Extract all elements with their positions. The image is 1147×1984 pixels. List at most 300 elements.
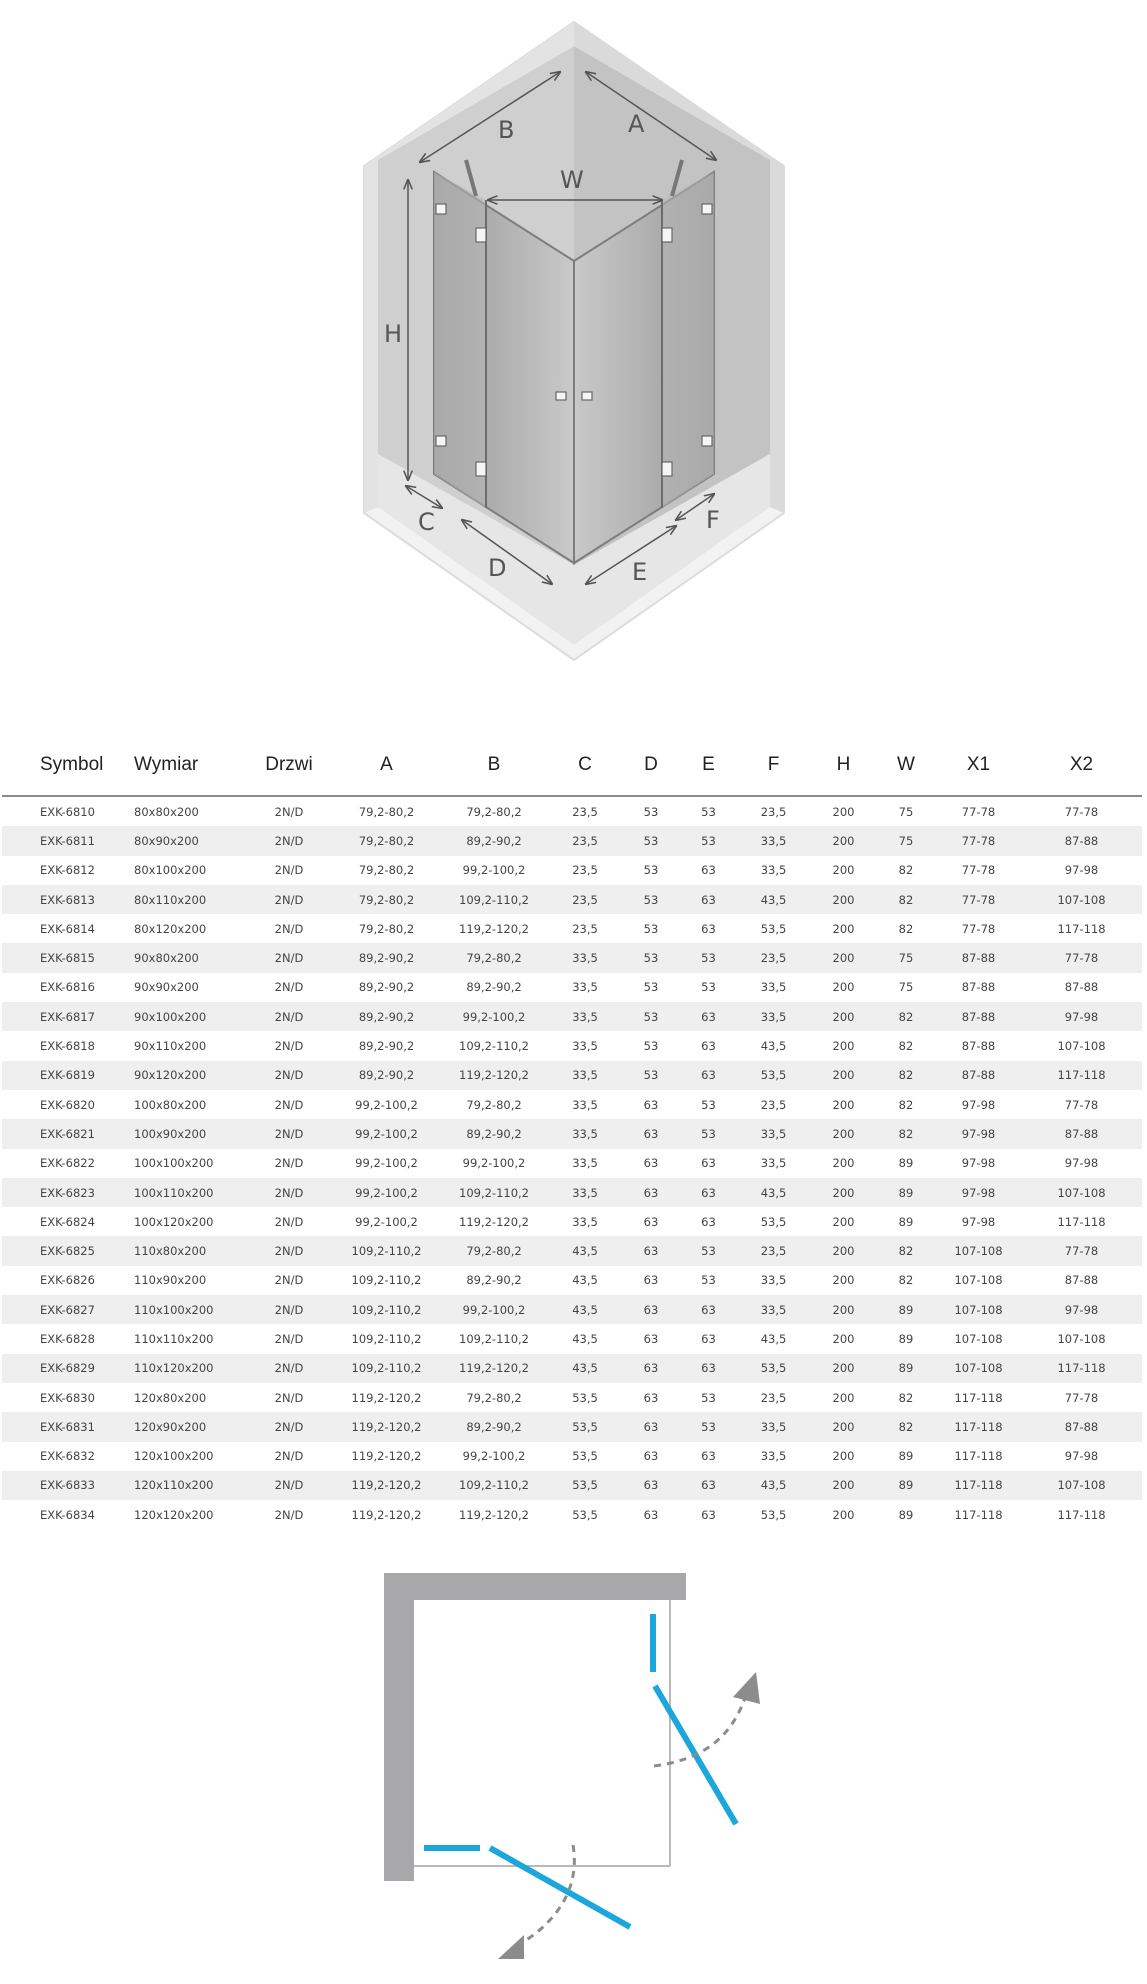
table-cell: 89 (898, 1331, 914, 1346)
table-cell: 119,2-120,2 (439, 1061, 549, 1090)
table-cell: 33,5 (760, 1273, 787, 1288)
table-cell: 200 (811, 1471, 876, 1500)
table-cell: 2N/D (244, 826, 334, 855)
table-cell: 23,5 (736, 943, 811, 972)
table-cell: 109,2-110,2 (334, 1236, 439, 1265)
table-cell: 89 (898, 1156, 914, 1171)
table-cell: 97-98 (1021, 1002, 1142, 1031)
table-cell: 63 (621, 1236, 681, 1265)
table-cell: 200 (811, 1354, 876, 1383)
table-cell: 33,5 (572, 980, 598, 995)
table-cell: 87-88 (936, 943, 1021, 972)
table-cell: 80x80x200 (134, 804, 199, 819)
table-cell: 89 (876, 1295, 936, 1324)
table-cell: 53,5 (549, 1471, 621, 1500)
table-cell: 120x80x200 (134, 1390, 207, 1405)
table-cell: 53,5 (760, 1214, 787, 1229)
table-cell: 82 (898, 921, 914, 936)
table-cell: 200 (811, 1002, 876, 1031)
table-cell: 33,5 (549, 1002, 621, 1031)
table-cell: 2N/D (244, 1412, 334, 1441)
table-row (2, 856, 1142, 885)
table-cell: 2N/D (244, 1354, 334, 1383)
table-cell: 43,5 (549, 1236, 621, 1265)
table-cell: 87-88 (1021, 1412, 1142, 1441)
label-B: B (498, 116, 515, 144)
table-cell: 63 (643, 1449, 659, 1464)
column-header-x2: X2 (1021, 735, 1142, 796)
table-cell: 119,2-120,2 (459, 1214, 529, 1229)
table-row (2, 1090, 1142, 1119)
table-cell: 53,5 (760, 921, 787, 936)
table-cell: 43,5 (572, 1331, 598, 1346)
table-cell: 63 (701, 863, 716, 878)
table-cell: 97-98 (1064, 863, 1099, 878)
table-row (2, 1149, 1142, 1178)
table-row (2, 973, 1142, 1002)
table-cell: 117-118 (954, 1449, 1003, 1464)
table-cell: 107-108 (936, 1354, 1021, 1383)
table-cell: 87-88 (1021, 1119, 1142, 1148)
table-cell: 119,2-120,2 (439, 1354, 549, 1383)
table-row (2, 1236, 1142, 1265)
table-cell: 97-98 (1021, 1295, 1142, 1324)
table-cell: 110x120x200 (114, 1354, 244, 1383)
table-cell: 87-88 (961, 980, 996, 995)
table-cell: 117-118 (954, 1507, 1003, 1522)
table-cell: 77-78 (1064, 804, 1099, 819)
table-cell: 23,5 (572, 921, 598, 936)
table-cell: 53 (681, 1119, 736, 1148)
table-cell: 117-118 (936, 1412, 1021, 1441)
table-cell: 23,5 (760, 1390, 787, 1405)
table-cell: 33,5 (549, 1061, 621, 1090)
table-cell: EXK-6818 (40, 1039, 95, 1054)
table-cell: 117-118 (1021, 1061, 1142, 1090)
label-W: W (560, 166, 584, 194)
table-cell: 97-98 (936, 1119, 1021, 1148)
table-cell: EXK-6819 (2, 1061, 114, 1090)
table-cell: 33,5 (736, 1295, 811, 1324)
label-C: C (418, 508, 435, 536)
table-cell: 2N/D (274, 1507, 304, 1522)
table-cell: 63 (701, 1507, 716, 1522)
table-cell: 79,2-80,2 (466, 1390, 522, 1405)
table-cell: 53 (701, 1097, 716, 1112)
table-cell: 200 (832, 863, 855, 878)
column-header-d: D (621, 735, 681, 796)
table-cell: EXK-6823 (2, 1178, 114, 1207)
table-cell: 110x110x200 (134, 1331, 214, 1346)
tray-outline (414, 1600, 670, 1866)
table-cell: 23,5 (760, 804, 787, 819)
table-cell: 200 (832, 1273, 855, 1288)
table-cell: 63 (681, 1295, 736, 1324)
table-cell: 99,2-100,2 (462, 1449, 526, 1464)
wall-profile (384, 1573, 686, 1881)
table-cell: 53 (621, 943, 681, 972)
table-cell: 2N/D (274, 1449, 304, 1464)
table-cell: 107-108 (936, 1295, 1021, 1324)
table-cell: 63 (643, 1390, 659, 1405)
swing-arrows (498, 1672, 760, 1959)
table-row (2, 1442, 1142, 1471)
table-cell: 89,2-90,2 (358, 980, 415, 995)
table-cell: 2N/D (274, 921, 304, 936)
table-cell: 89 (876, 1471, 936, 1500)
table-cell: 53 (701, 804, 716, 819)
table-cell: 200 (811, 1236, 876, 1265)
table-cell: 79,2-80,2 (439, 943, 549, 972)
table-cell: 63 (643, 1097, 659, 1112)
table-cell: EXK-6821 (2, 1119, 114, 1148)
table-cell: EXK-6826 (40, 1273, 95, 1288)
table-cell: 23,5 (760, 1097, 787, 1112)
table-cell: 33,5 (760, 1156, 787, 1171)
table-cell: 2N/D (274, 980, 304, 995)
table-cell: 89,2-90,2 (334, 1061, 439, 1090)
table-cell: 2N/D (244, 943, 334, 972)
table-cell: 109,2-110,2 (459, 1331, 529, 1346)
table-cell: 77-78 (961, 804, 996, 819)
table-cell: 200 (811, 943, 876, 972)
shower-isometric-diagram (0, 0, 1147, 700)
table-cell: 100x100x200 (134, 1156, 214, 1171)
table-cell: EXK-6824 (40, 1214, 95, 1229)
column-header-c: C (549, 735, 621, 796)
table-cell: 2N/D (244, 1295, 334, 1324)
table-cell: 77-78 (1021, 1236, 1142, 1265)
specification-table (2, 735, 1142, 1529)
table-row (2, 885, 1142, 914)
table-cell: 200 (811, 1295, 876, 1324)
table-cell: 33,5 (572, 1214, 598, 1229)
table-cell: 33,5 (760, 980, 787, 995)
table-cell: 82 (876, 1236, 936, 1265)
table-cell: EXK-6817 (2, 1002, 114, 1031)
column-header-b: B (439, 735, 549, 796)
table-cell: 82 (876, 1412, 936, 1441)
table-cell: 77-78 (961, 921, 996, 936)
table-cell: 43,5 (736, 885, 811, 914)
column-header-f: F (736, 735, 811, 796)
table-cell: 90x120x200 (114, 1061, 244, 1090)
table-row (2, 1061, 1142, 1090)
table-row (2, 1500, 1142, 1529)
table-cell: 77-78 (936, 826, 1021, 855)
table-cell: 53,5 (572, 1449, 598, 1464)
table-cell: 100x80x200 (134, 1097, 207, 1112)
table-cell: 53 (681, 826, 736, 855)
table-cell: EXK-6813 (2, 885, 114, 914)
table-cell: EXK-6825 (2, 1236, 114, 1265)
table-cell: 87-88 (1021, 826, 1142, 855)
table-cell: 33,5 (572, 1097, 598, 1112)
table-cell: 82 (898, 1390, 914, 1405)
table-cell: 2N/D (274, 1097, 304, 1112)
table-row (2, 1354, 1142, 1383)
glass-panels (424, 1614, 736, 1927)
table-cell: 107-108 (1021, 1471, 1142, 1500)
table-row (2, 796, 1142, 826)
table-cell: 97-98 (961, 1156, 996, 1171)
table-cell: 119,2-120,2 (351, 1449, 422, 1464)
table-cell: 2N/D (274, 1390, 304, 1405)
table-cell: 2N/D (244, 1002, 334, 1031)
table-cell: 23,5 (736, 1236, 811, 1265)
table-cell: 2N/D (274, 1039, 304, 1054)
table-cell: 200 (832, 1039, 855, 1054)
table-cell: 63 (681, 1061, 736, 1090)
table-cell: 53 (643, 804, 659, 819)
table-cell: 117-118 (1057, 1507, 1106, 1522)
table-cell: 110x90x200 (134, 1273, 207, 1288)
table-cell: 2N/D (274, 1331, 304, 1346)
table-cell: 200 (832, 1507, 855, 1522)
table-cell: 79,2-80,2 (358, 863, 415, 878)
table-cell: 2N/D (244, 885, 334, 914)
table-cell: 43,5 (760, 1331, 787, 1346)
table-cell: 77-78 (961, 863, 996, 878)
column-header-drzwi: Drzwi (244, 735, 334, 796)
table-cell: 89,2-90,2 (334, 1002, 439, 1031)
table-cell: 120x120x200 (134, 1507, 214, 1522)
table-cell: 33,5 (736, 1412, 811, 1441)
table-cell: 89 (898, 1449, 914, 1464)
table-cell: 97-98 (1064, 1156, 1099, 1171)
table-cell: 63 (621, 1119, 681, 1148)
table-cell: 107-108 (936, 1236, 1021, 1265)
table-cell: 63 (643, 1507, 659, 1522)
table-cell: EXK-6833 (2, 1471, 114, 1500)
table-cell: 75 (898, 980, 914, 995)
table-cell: 33,5 (549, 1178, 621, 1207)
table-cell: 200 (832, 1214, 855, 1229)
table-cell: 33,5 (572, 1156, 598, 1171)
table-cell: 77-78 (1064, 1097, 1099, 1112)
table-row (2, 1207, 1142, 1236)
label-H: H (384, 320, 403, 348)
table-cell: 2N/D (244, 1471, 334, 1500)
table-cell: 63 (643, 1214, 659, 1229)
table-cell: 53 (701, 1273, 716, 1288)
table-cell: 200 (832, 921, 855, 936)
table-cell: EXK-6831 (2, 1412, 114, 1441)
table-cell: 99,2-100,2 (355, 1097, 418, 1112)
column-header-a: A (334, 735, 439, 796)
table-cell: 33,5 (736, 1002, 811, 1031)
column-header-w: W (876, 735, 936, 796)
column-header-wymiar: Wymiar (114, 735, 244, 796)
table-cell: 117-118 (936, 1471, 1021, 1500)
table-cell: 43,5 (549, 1354, 621, 1383)
table-cell: 200 (832, 1390, 855, 1405)
table-cell: 200 (832, 1097, 855, 1112)
table-cell: 75 (876, 826, 936, 855)
table-cell: 33,5 (572, 1039, 598, 1054)
table-cell: 53 (681, 1236, 736, 1265)
table-cell: 63 (621, 1295, 681, 1324)
table-cell: 107-108 (1021, 885, 1142, 914)
table-cell: 2N/D (274, 804, 304, 819)
table-cell: 90x110x200 (134, 1039, 207, 1054)
table-cell: 117-118 (1021, 1354, 1142, 1383)
table-cell: 75 (876, 943, 936, 972)
table-cell: 43,5 (572, 1273, 598, 1288)
table-cell: 2N/D (244, 1061, 334, 1090)
table-cell: 110x80x200 (114, 1236, 244, 1265)
table-cell: 63 (621, 1412, 681, 1441)
table-cell: 63 (681, 1354, 736, 1383)
table-cell: 200 (811, 1412, 876, 1441)
table-cell: 200 (832, 1331, 855, 1346)
table-cell: 80x120x200 (134, 921, 207, 936)
table-cell: 53,5 (736, 1354, 811, 1383)
table-cell: 53 (701, 1390, 716, 1405)
table-cell: 109,2-110,2 (439, 1178, 549, 1207)
table-cell: 75 (898, 804, 914, 819)
table-cell: 63 (643, 1273, 659, 1288)
table-cell: 109,2-110,2 (334, 1295, 439, 1324)
table-cell: 119,2-120,2 (459, 921, 529, 936)
table-cell: 82 (876, 1119, 936, 1148)
table-cell: 63 (621, 1178, 681, 1207)
table-row (2, 1295, 1142, 1324)
table-cell: 82 (876, 885, 936, 914)
label-F: F (706, 506, 720, 534)
table-cell: 82 (876, 1002, 936, 1031)
table-cell: EXK-6827 (2, 1295, 114, 1324)
table-cell: 2N/D (244, 1178, 334, 1207)
table-cell: EXK-6811 (2, 826, 114, 855)
table-cell: 107-108 (1021, 1178, 1142, 1207)
table-cell: 87-88 (936, 1061, 1021, 1090)
table-cell: 53 (643, 1039, 659, 1054)
table-cell: 63 (701, 921, 716, 936)
table-row (2, 1324, 1142, 1353)
table-cell: 117-118 (954, 1390, 1003, 1405)
table-cell: 109,2-110,2 (351, 1331, 422, 1346)
table-cell: 89,2-90,2 (334, 943, 439, 972)
table-row (2, 1178, 1142, 1207)
table-row (2, 1266, 1142, 1295)
table-cell: 97-98 (961, 1097, 996, 1112)
table-cell: 79,2-80,2 (439, 1236, 549, 1265)
table-cell: 63 (643, 1331, 659, 1346)
table-cell: 43,5 (736, 1178, 811, 1207)
table-cell: 63 (621, 1354, 681, 1383)
column-header-x1: X1 (936, 735, 1021, 796)
table-cell: 2N/D (274, 1156, 304, 1171)
table-cell: 200 (811, 826, 876, 855)
table-cell: 119,2-120,2 (351, 1507, 422, 1522)
table-cell: 200 (811, 885, 876, 914)
table-row (2, 1031, 1142, 1060)
table-cell: 53,5 (760, 1507, 787, 1522)
table-cell: 79,2-80,2 (466, 804, 522, 819)
table-cell: 53,5 (736, 1061, 811, 1090)
table-cell: 2N/D (274, 1214, 304, 1229)
table-cell: 53 (621, 826, 681, 855)
table-cell: 99,2-100,2 (462, 863, 526, 878)
table-cell: 43,5 (549, 1295, 621, 1324)
table-cell: 53,5 (572, 1507, 598, 1522)
table-cell: 63 (681, 885, 736, 914)
table-cell: 43,5 (760, 1039, 787, 1054)
table-cell: 2N/D (274, 1273, 304, 1288)
table-cell: 53 (643, 921, 659, 936)
table-cell: 90x100x200 (114, 1002, 244, 1031)
table-cell: 120x110x200 (114, 1471, 244, 1500)
table-cell: 53 (621, 1002, 681, 1031)
table-cell: 33,5 (549, 1119, 621, 1148)
table-cell: 110x100x200 (114, 1295, 244, 1324)
table-cell: 63 (701, 1214, 716, 1229)
table-row (2, 943, 1142, 972)
column-header-h: H (811, 735, 876, 796)
table-cell: EXK-6816 (40, 980, 95, 995)
table-cell: 89 (876, 1178, 936, 1207)
table-cell: EXK-6834 (40, 1507, 95, 1522)
table-cell: 90x90x200 (134, 980, 199, 995)
table-cell: 2N/D (244, 1119, 334, 1148)
table-cell: 2N/D (244, 1236, 334, 1265)
table-cell: 89,2-90,2 (358, 1039, 415, 1054)
table-cell: 2N/D (274, 863, 304, 878)
table-cell: 23,5 (549, 826, 621, 855)
table-cell: 82 (898, 1039, 914, 1054)
table-row (2, 1383, 1142, 1412)
table-cell: 53 (643, 863, 659, 878)
table-cell: 200 (832, 1156, 855, 1171)
table-cell: 77-78 (1021, 943, 1142, 972)
table-cell: 89,2-90,2 (466, 980, 522, 995)
label-A: A (628, 110, 645, 138)
table-cell: 53,5 (572, 1390, 598, 1405)
table-cell: EXK-6822 (40, 1156, 95, 1171)
table-cell: 33,5 (760, 863, 787, 878)
table-cell: 89 (898, 1214, 914, 1229)
table-cell: 100x120x200 (134, 1214, 214, 1229)
table-cell: 53 (643, 980, 659, 995)
table-cell: 79,2-80,2 (358, 921, 415, 936)
table-cell: 99,2-100,2 (355, 1214, 418, 1229)
table-cell: 109,2-110,2 (334, 1354, 439, 1383)
table-row (2, 914, 1142, 943)
table-cell: 53 (681, 1412, 736, 1441)
table-cell: 53 (621, 885, 681, 914)
table-row (2, 826, 1142, 855)
table-cell: 82 (898, 863, 914, 878)
table-cell: 33,5 (549, 943, 621, 972)
table-cell: 97-98 (936, 1178, 1021, 1207)
table-cell: 33,5 (760, 1449, 787, 1464)
table-cell: 89,2-90,2 (439, 1412, 549, 1441)
table-cell: 99,2-100,2 (439, 1295, 549, 1324)
table-cell: 23,5 (549, 885, 621, 914)
table-cell: 99,2-100,2 (334, 1119, 439, 1148)
column-header-e: E (681, 735, 736, 796)
table-cell: 82 (898, 1273, 914, 1288)
table-cell: 109,2-110,2 (439, 1471, 549, 1500)
table-cell: 100x90x200 (114, 1119, 244, 1148)
table-cell: 99,2-100,2 (355, 1156, 418, 1171)
table-cell: 87-88 (1064, 1273, 1099, 1288)
table-cell: 109,2-110,2 (351, 1273, 422, 1288)
table-cell: 109,2-110,2 (439, 885, 549, 914)
table-cell: 87-88 (961, 1039, 996, 1054)
table-cell: 90x80x200 (114, 943, 244, 972)
